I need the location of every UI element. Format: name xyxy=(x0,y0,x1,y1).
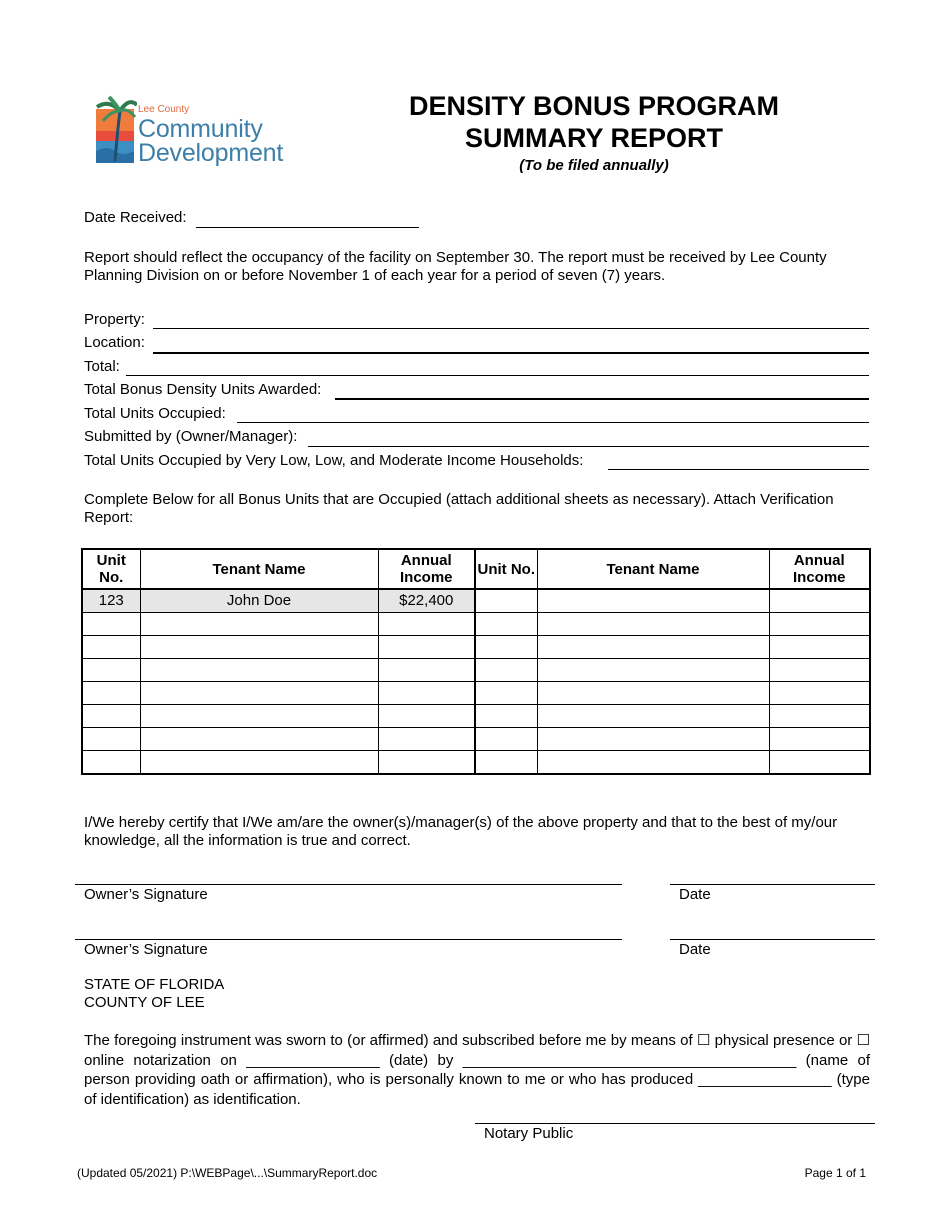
unit-no-cell[interactable] xyxy=(475,705,537,728)
unit-no-cell[interactable] xyxy=(475,589,537,613)
bonus-units-label: Total Bonus Density Units Awarded: xyxy=(84,381,322,398)
table-row xyxy=(82,751,870,775)
tenant-name-cell[interactable] xyxy=(140,705,378,728)
tenant-name-cell[interactable] xyxy=(140,682,378,705)
unit-no-cell[interactable] xyxy=(82,728,140,751)
annual-income-cell[interactable] xyxy=(769,589,870,613)
location-field[interactable] xyxy=(153,352,869,354)
date-received-field[interactable] xyxy=(196,227,419,228)
units-occupied-label: Total Units Occupied: xyxy=(84,405,226,422)
unit-no-cell[interactable] xyxy=(475,682,537,705)
unit-no-cell[interactable] xyxy=(82,659,140,682)
header-unit-no-2: Unit No. xyxy=(475,549,537,589)
notary-public-label: Notary Public xyxy=(484,1125,574,1142)
annual-income-cell[interactable] xyxy=(378,728,475,751)
table-row xyxy=(82,705,870,728)
annual-income-cell[interactable] xyxy=(769,659,870,682)
tenant-name-cell[interactable] xyxy=(140,659,378,682)
tenant-name-cell[interactable] xyxy=(140,751,378,775)
header-tenant-name-1: Tenant Name xyxy=(140,549,378,589)
owner-signature-line-2[interactable] xyxy=(75,939,622,940)
tenant-name-cell[interactable] xyxy=(537,636,769,659)
logo-line-2: Development xyxy=(138,139,284,167)
unit-no-cell[interactable] xyxy=(475,613,537,636)
header-unit-no-1: Unit No. xyxy=(82,549,140,589)
footer-file-info: (Updated 05/2021) P:\WEBPage\...\SummaryReport.doc xyxy=(77,1166,378,1180)
unit-no-cell[interactable] xyxy=(82,705,140,728)
table-row xyxy=(82,589,870,613)
tenant-name-cell[interactable] xyxy=(140,636,378,659)
header-tenant-name-2: Tenant Name xyxy=(537,549,769,589)
unit-no-cell[interactable]: 123 xyxy=(82,589,140,613)
title-subtitle: (To be filed annually) xyxy=(519,157,669,174)
county-label: COUNTY OF LEE xyxy=(84,994,205,1011)
unit-no-cell[interactable] xyxy=(82,613,140,636)
unit-no-cell[interactable] xyxy=(475,659,537,682)
date-line-2[interactable] xyxy=(670,939,875,940)
unit-no-cell[interactable] xyxy=(475,751,537,775)
annual-income-cell[interactable] xyxy=(378,613,475,636)
unit-no-cell[interactable] xyxy=(82,636,140,659)
date-label-1: Date xyxy=(679,886,711,903)
lee-county-logo xyxy=(93,95,303,167)
table-row xyxy=(82,682,870,705)
logo-county-text: Lee County xyxy=(138,104,190,115)
table-row xyxy=(82,659,870,682)
annual-income-cell[interactable] xyxy=(769,751,870,775)
annual-income-cell[interactable] xyxy=(769,636,870,659)
tenant-name-cell[interactable]: John Doe xyxy=(140,589,378,613)
submitted-by-label: Submitted by (Owner/Manager): xyxy=(84,428,298,445)
total-label: Total: xyxy=(84,358,120,375)
page-title xyxy=(380,90,808,176)
unit-no-cell[interactable] xyxy=(82,682,140,705)
annual-income-cell[interactable]: $22,400 xyxy=(378,589,475,613)
units-occupied-field[interactable] xyxy=(237,422,869,423)
annual-income-cell[interactable] xyxy=(769,613,870,636)
palm-tree-icon xyxy=(93,95,137,165)
bonus-units-table xyxy=(81,548,871,775)
footer-page-number: Page 1 of 1 xyxy=(804,1166,866,1180)
annual-income-cell[interactable] xyxy=(378,705,475,728)
tenant-name-cell[interactable] xyxy=(537,659,769,682)
tenant-name-cell[interactable] xyxy=(537,705,769,728)
owner-signature-label-2: Owner’s Signature xyxy=(84,941,208,958)
title-line-2: SUMMARY REPORT xyxy=(464,123,724,153)
notary-signature-line[interactable] xyxy=(475,1123,875,1124)
header-annual-income-1: Annual Income xyxy=(378,549,475,589)
annual-income-cell[interactable] xyxy=(769,728,870,751)
owner-signature-label-1: Owner’s Signature xyxy=(84,886,208,903)
total-field[interactable] xyxy=(126,375,869,376)
table-row xyxy=(82,613,870,636)
unit-no-cell[interactable] xyxy=(475,728,537,751)
table-row xyxy=(82,636,870,659)
property-field[interactable] xyxy=(153,328,869,329)
tenant-name-cell[interactable] xyxy=(537,751,769,775)
date-label-2: Date xyxy=(679,941,711,958)
intro-paragraph: Report should reflect the occupancy of the facility on September 30. The report must be received by Lee County Planning Division on or before November 1 of each year for a period of seven (7) years. xyxy=(84,249,827,284)
state-label: STATE OF FLORIDA xyxy=(84,976,225,993)
header-annual-income-2: Annual Income xyxy=(769,549,870,589)
table-row xyxy=(82,728,870,751)
low-income-field[interactable] xyxy=(608,469,869,470)
title-line-1: DENSITY BONUS PROGRAM xyxy=(408,91,780,121)
annual-income-cell[interactable] xyxy=(378,751,475,775)
date-received-label: Date Received: xyxy=(84,209,187,226)
tenant-name-cell[interactable] xyxy=(537,613,769,636)
submitted-by-field[interactable] xyxy=(308,446,869,447)
tenant-name-cell[interactable] xyxy=(140,728,378,751)
table-instructions: Complete Below for all Bonus Units that are Occupied (attach additional sheets as necessary). Attach Verification Report: xyxy=(84,491,834,526)
tenant-name-cell[interactable] xyxy=(140,613,378,636)
date-line-1[interactable] xyxy=(670,884,875,885)
certification-paragraph: I/We hereby certify that I/We am/are the owner(s)/manager(s) of the above property and that to the best of my/our knowledge, all the information is true and correct. xyxy=(84,814,838,849)
tenant-name-cell[interactable] xyxy=(537,682,769,705)
annual-income-cell[interactable] xyxy=(378,636,475,659)
table-header-row xyxy=(82,549,870,589)
unit-no-cell[interactable] xyxy=(475,636,537,659)
tenant-name-cell[interactable] xyxy=(537,728,769,751)
location-label: Location: xyxy=(84,334,145,351)
low-income-label: Total Units Occupied by Very Low, Low, and Moderate Income Households: xyxy=(84,452,584,469)
notary-paragraph: The foregoing instrument was sworn to (or affirmed) and subscribed before me by means of ☐ physical presence or ☐ online notarization on ________________ (date) by ________________________________________ (name of person providing oath or affirmation), who is personally known to me or who has produced ________________ (type of identification) as identification. xyxy=(84,1032,870,1108)
property-label: Property: xyxy=(84,311,145,328)
bonus-units-field[interactable] xyxy=(335,398,869,400)
annual-income-cell[interactable] xyxy=(378,682,475,705)
logo-line-1: Community xyxy=(138,115,263,143)
tenant-name-cell[interactable] xyxy=(537,589,769,613)
unit-no-cell[interactable] xyxy=(82,751,140,775)
annual-income-cell[interactable] xyxy=(769,705,870,728)
annual-income-cell[interactable] xyxy=(378,659,475,682)
annual-income-cell[interactable] xyxy=(769,682,870,705)
owner-signature-line-1[interactable] xyxy=(75,884,622,885)
